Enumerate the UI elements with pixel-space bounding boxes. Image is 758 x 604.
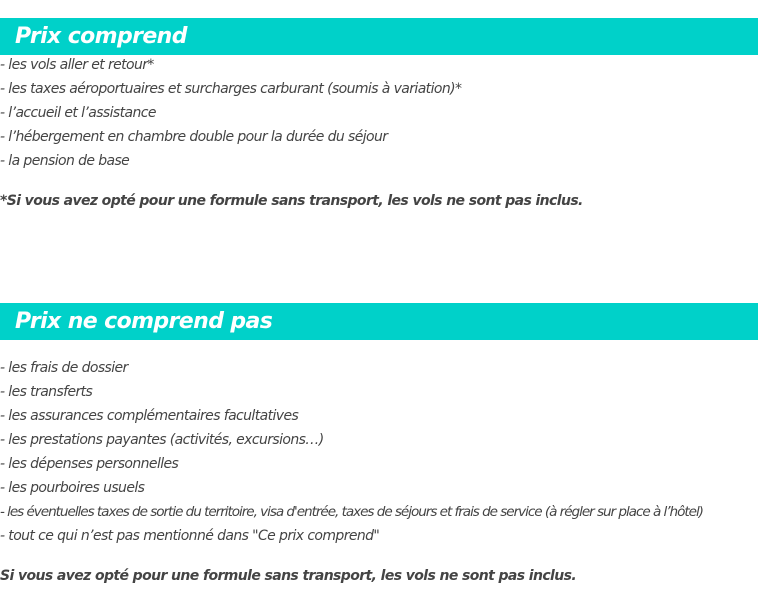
price-excludes-list: [0, 356, 703, 548]
price-excludes-note: Si vous avez opté pour une formule sans transport, les vols ne sont pas inclus.: [0, 568, 577, 584]
list-item: - les vols aller et retour*: [0, 57, 154, 73]
list-item: - les frais de dossier: [0, 360, 128, 376]
price-excludes-title: Prix ne comprend pas: [0, 303, 758, 340]
list-item: - l’accueil et l’assistance: [0, 105, 156, 121]
price-includes-list: [0, 53, 461, 173]
list-item: - les transferts: [0, 384, 93, 400]
list-item: - les dépenses personnelles: [0, 456, 179, 472]
list-item: - tout ce qui n’est pas mentionné dans "Ce prix comprend": [0, 528, 380, 544]
list-item: - les assurances complémentaires facultatives: [0, 408, 299, 424]
list-item: - la pension de base: [0, 153, 130, 169]
list-item: - les éventuelles taxes de sortie du territoire, visa d'entrée, taxes de séjours et frais de service (à régler sur place à l’hôtel): [0, 504, 703, 520]
price-includes-note: *Si vous avez opté pour une formule sans transport, les vols ne sont pas inclus.: [0, 193, 583, 209]
price-includes-title: Prix comprend: [0, 18, 758, 55]
list-item: - les taxes aéroportuaires et surcharges carburant (soumis à variation)*: [0, 81, 462, 97]
list-item: - l’hébergement en chambre double pour la durée du séjour: [0, 129, 388, 145]
list-item: - les prestations payantes (activités, excursions…): [0, 432, 324, 448]
list-item: - les pourboires usuels: [0, 480, 145, 496]
